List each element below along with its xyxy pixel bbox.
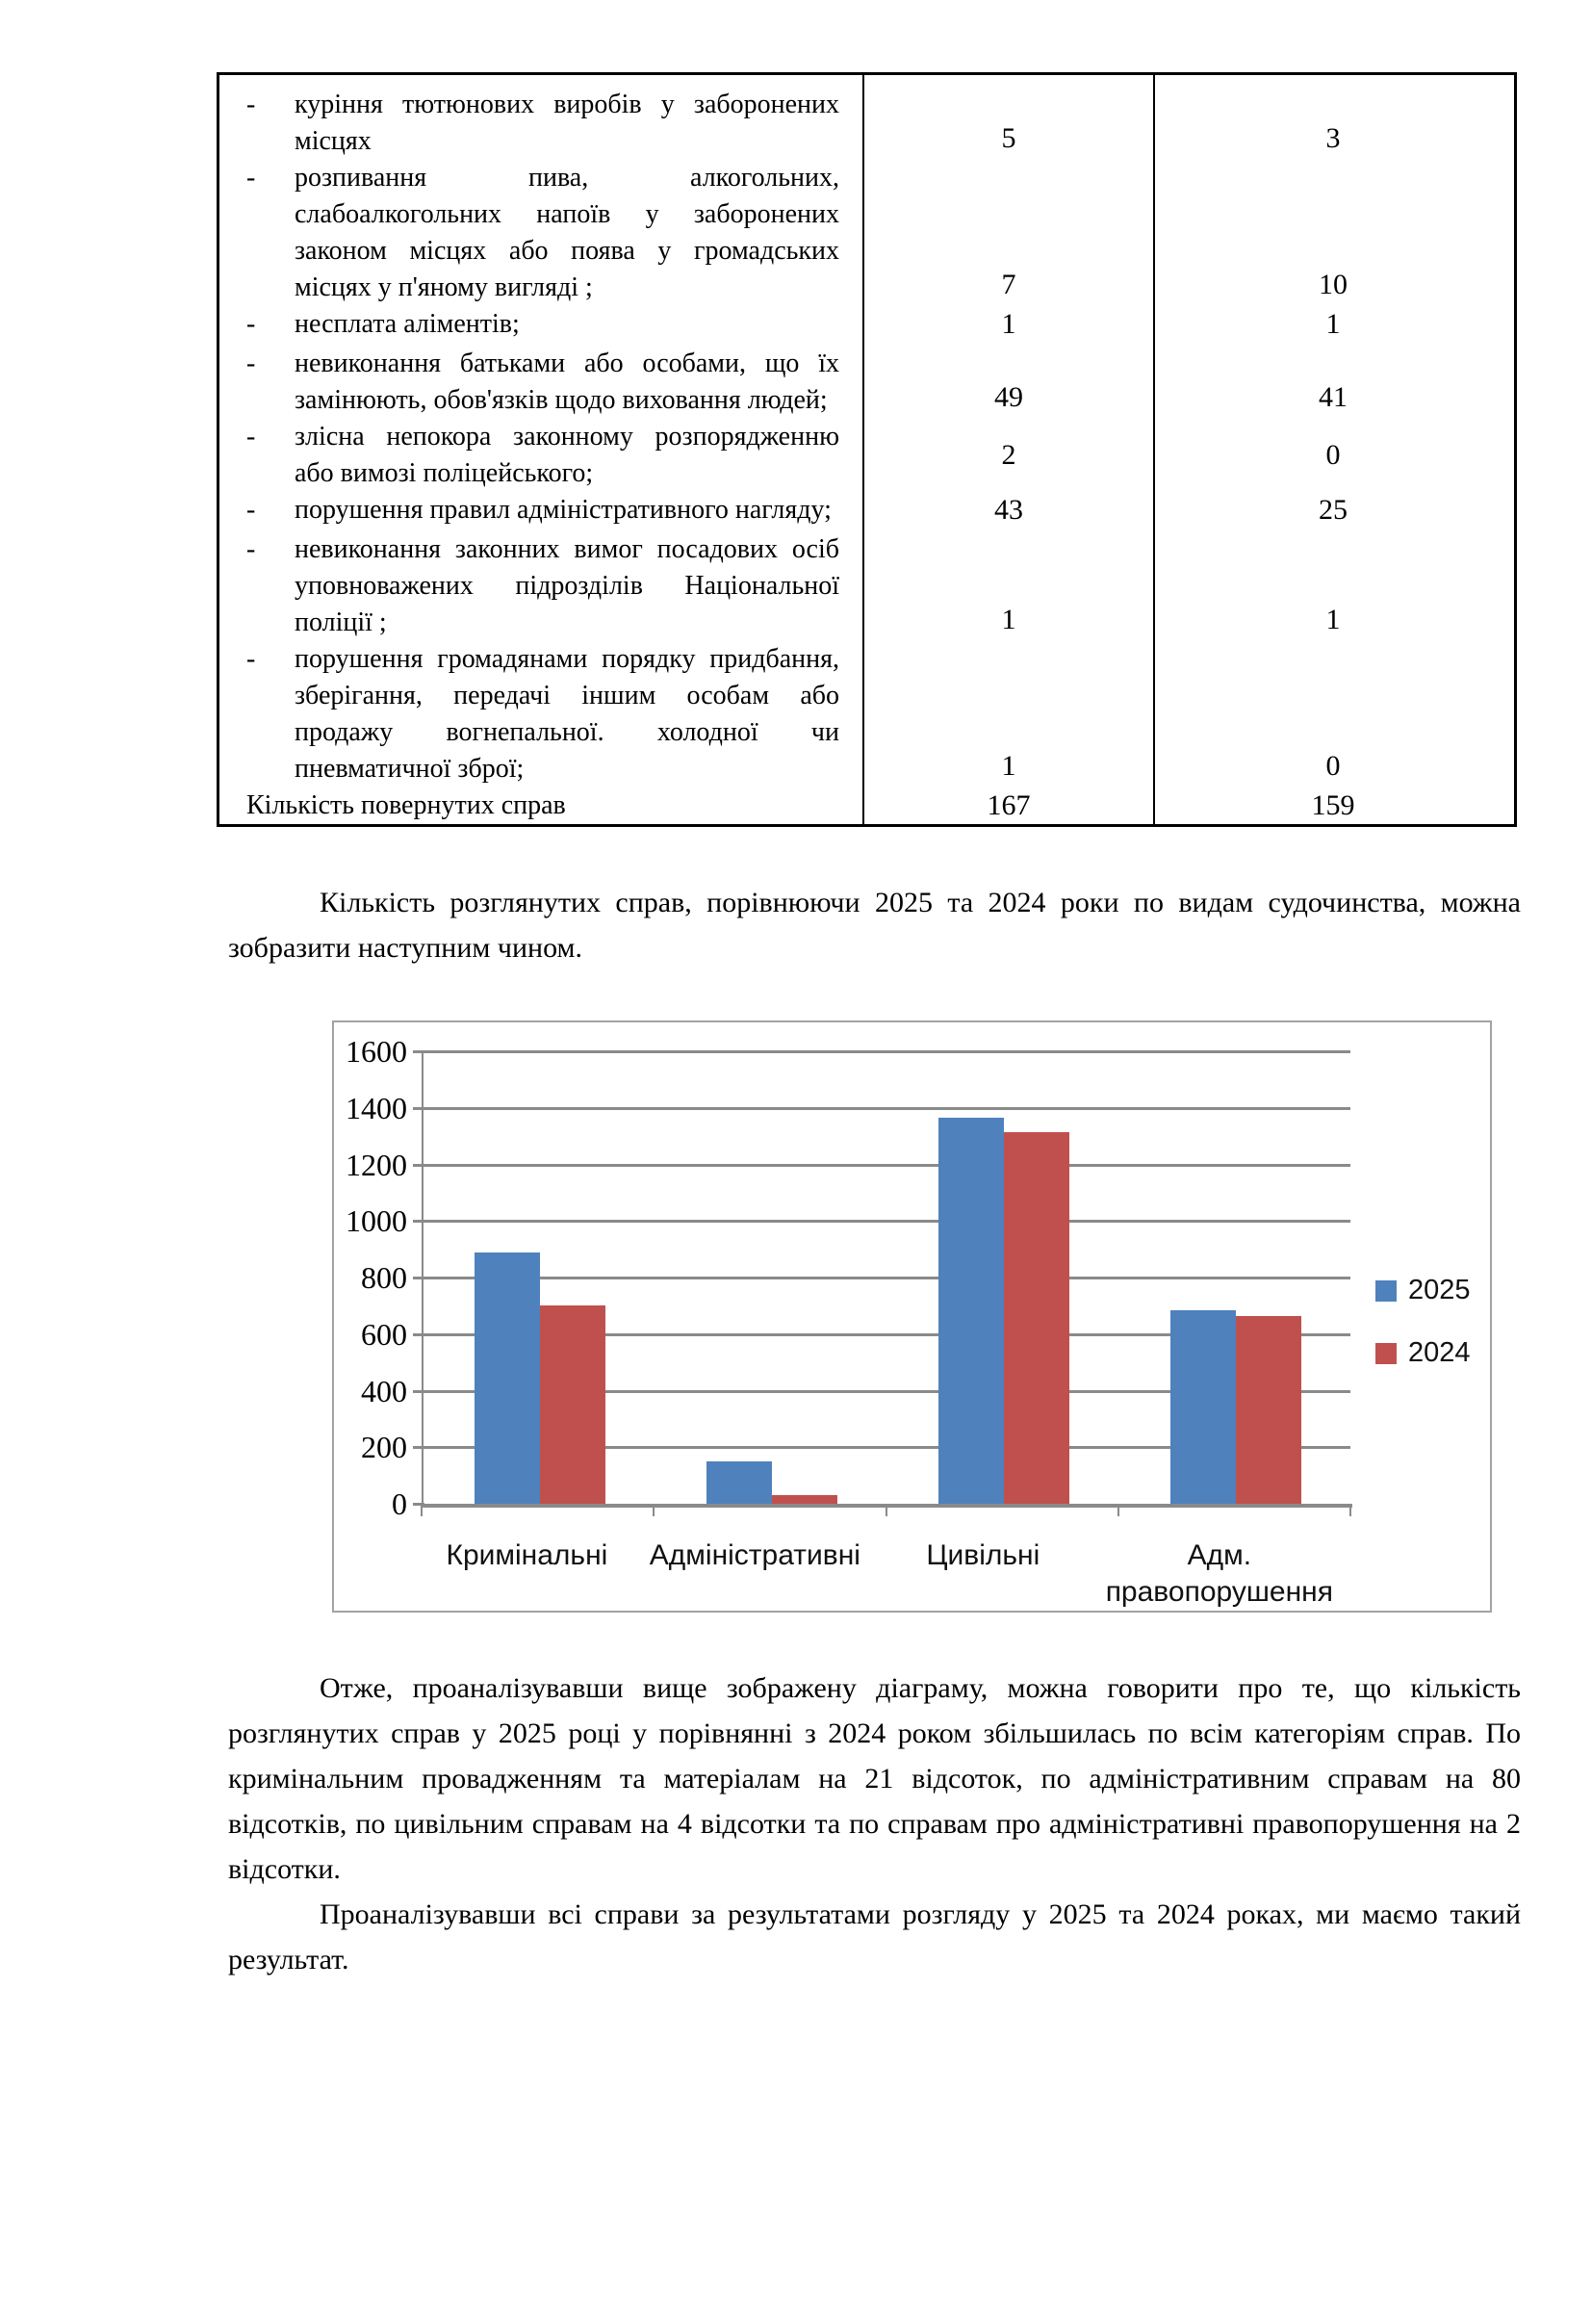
value-2024: 1: [1153, 306, 1511, 346]
offense-text: розпивання пива, алкогольних, слабоалкогольних напоїв у заборонених законом місцях або поява у громадських місцях у п'яному вигляді ;: [295, 163, 839, 302]
category-axis: [422, 1537, 1350, 1611]
y-axis-tick-label: 1600: [346, 1034, 407, 1069]
value-2025: 43: [862, 492, 1153, 531]
legend-label: 2024: [1408, 1337, 1471, 1368]
returned-cases-label: Кількість повернутих справ: [246, 790, 566, 820]
value-2025: 49: [862, 346, 1153, 419]
returned-cases-2025: 167: [862, 788, 1153, 824]
value-2024: 25: [1153, 492, 1511, 531]
offense-text: порушення громадянами порядку придбання, зберігання, передачі іншим особам або продажу вогнепальної. холодної чи пневматичної зброї;: [295, 644, 839, 784]
table-row-text: [219, 492, 862, 531]
table-row-text: [219, 531, 862, 641]
category-label: Адм. правопорушення: [1105, 1539, 1333, 1608]
list-dash-marker: -: [246, 534, 256, 564]
analysis-paragraph: Отже, проаналізувавши вище зображену діаграму, можна говорити про те, що кількість розглянутих справ у 2025 році у порівнянні з 2024 роком збільшилась по всім категоріям справ. По кримінальним провадженням та матеріалам на 21 відсоток, по адміністративним справам на 80 відсотків, по цивільним справам на 4 відсотки та по справам про адміністративні правопорушення на 2 відсотки.: [228, 1672, 1521, 1885]
offense-text: невиконання законних вимог посадових осіб уповноважених підрозділів Національної поліції ;: [295, 534, 839, 637]
table-row-text: [219, 160, 862, 306]
returned-cases-2024: 159: [1153, 788, 1511, 824]
bar-group: [1120, 1051, 1352, 1504]
value-2024: 1: [1153, 531, 1511, 641]
bar-2024: [1004, 1132, 1069, 1504]
chart-legend: [1375, 1275, 1471, 1400]
value-2025: 5: [862, 75, 1153, 160]
bar-2025: [706, 1461, 772, 1504]
offense-text: злісна непокора законному розпорядженню або вимозі поліцейського;: [295, 422, 839, 488]
chart: [332, 1020, 1492, 1613]
table-row-text: [219, 75, 862, 160]
intro-paragraph: Кількість розглянутих справ, порівнюючи 2025 та 2024 роки по видам судочинства, можна зобразити наступним чином.: [228, 887, 1521, 964]
offense-statistics-table: [217, 72, 1517, 827]
legend-label: 2025: [1408, 1275, 1471, 1305]
bar-2024: [1236, 1316, 1301, 1504]
table-row-text: [219, 641, 862, 788]
value-2024: 0: [1153, 641, 1511, 788]
table-row-text: [219, 346, 862, 419]
legend-swatch-2024: [1375, 1343, 1397, 1364]
offense-text: порушення правил адміністративного нагляду;: [295, 495, 832, 525]
category-label: Цивільні: [926, 1539, 1040, 1571]
legend-swatch-2025: [1375, 1280, 1397, 1302]
table-row-text: [219, 419, 862, 492]
value-2024: 0: [1153, 419, 1511, 492]
bar-group: [655, 1051, 887, 1504]
list-dash-marker: -: [246, 309, 256, 339]
value-2025: 1: [862, 306, 1153, 346]
value-2024: 41: [1153, 346, 1511, 419]
bar-2024: [540, 1305, 605, 1504]
chart-plot-area: [422, 1051, 1352, 1508]
bar-2024: [772, 1495, 837, 1504]
list-dash-marker: -: [246, 90, 256, 119]
y-axis-tick-label: 400: [361, 1373, 407, 1408]
offense-text: невиконання батьками або особами, що їх замінюють, обов'язків щодо виховання людей;: [295, 349, 839, 415]
value-2024: 3: [1153, 75, 1511, 160]
bar-2025: [1170, 1310, 1236, 1504]
document-page: [0, 72, 1592, 2324]
category-label: Кримінальні: [446, 1539, 608, 1571]
legend-item-2025: [1375, 1275, 1471, 1306]
table-row-text: [219, 306, 862, 346]
bar-2025: [938, 1118, 1004, 1504]
legend-item-2024: [1375, 1337, 1471, 1369]
y-axis-tick-label: 1200: [346, 1147, 407, 1182]
conclusion-paragraph: Проаналізувавши всі справи за результатами розгляду у 2025 та 2024 роках, ми маємо такий результат.: [228, 1898, 1521, 1975]
value-2024: 10: [1153, 160, 1511, 306]
value-2025: 7: [862, 160, 1153, 306]
y-axis-tick-label: 0: [392, 1486, 407, 1521]
y-axis-tick-label: 1400: [346, 1090, 407, 1125]
offense-text: несплата аліментів;: [295, 309, 520, 339]
y-axis-tick-label: 1000: [346, 1203, 407, 1239]
offense-text: куріння тютюнових виробів у заборонених місцях: [295, 90, 839, 156]
list-dash-marker: -: [246, 422, 256, 452]
bar-group: [424, 1051, 655, 1504]
value-2025: 1: [862, 531, 1153, 641]
value-2025: 1: [862, 641, 1153, 788]
table-row-total-label: [219, 788, 862, 824]
list-dash-marker: -: [246, 495, 256, 525]
y-axis-tick-label: 600: [361, 1316, 407, 1352]
bar-group: [888, 1051, 1120, 1504]
list-dash-marker: -: [246, 349, 256, 378]
list-dash-marker: -: [246, 644, 256, 674]
y-axis-tick-label: 200: [361, 1430, 407, 1465]
list-dash-marker: -: [246, 163, 256, 193]
category-label: Адміністративні: [649, 1539, 860, 1571]
y-axis-tick-label: 800: [361, 1260, 407, 1295]
value-2025: 2: [862, 419, 1153, 492]
bar-2025: [475, 1252, 540, 1504]
